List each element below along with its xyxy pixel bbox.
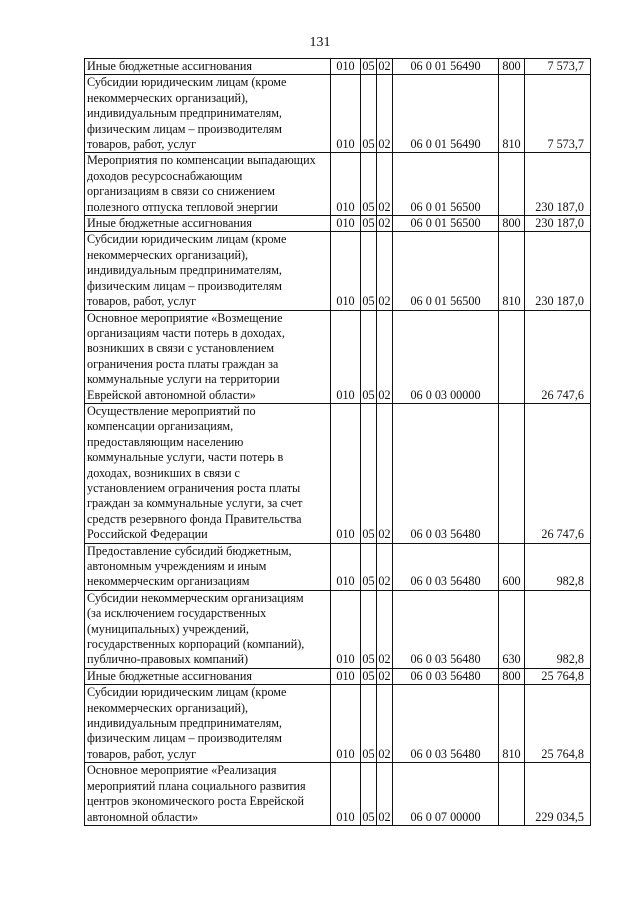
- target-article-code: 06 0 03 00000: [393, 310, 499, 403]
- row-name: Предоставление субсидий бюджетным, автономным учреждениям и иным некоммерческим организациям: [85, 543, 331, 590]
- row-name: Иные бюджетные ассигнования: [85, 59, 331, 75]
- ministry-code: 010: [331, 59, 361, 75]
- row-amount: 230 187,0: [525, 153, 591, 216]
- subsection-code: 02: [377, 685, 393, 763]
- section-code: 05: [362, 216, 375, 231]
- expense-type-code: [499, 403, 525, 543]
- target-article-code: 06 0 01 56500: [393, 153, 499, 216]
- ministry-code: 010: [331, 153, 361, 216]
- expense-type-code: 630: [499, 590, 525, 668]
- subsection-code: 02: [377, 763, 393, 826]
- row-name: Основное мероприятие «Реализация мероприятий плана социального развития центров экономического роста Еврейской автономной области»: [85, 763, 331, 826]
- target-article-code: 06 0 01 56490: [393, 75, 499, 153]
- ministry-code: 010: [331, 232, 361, 310]
- target-article-code: 06 0 01 56500: [393, 216, 499, 232]
- ministry-code: 010: [331, 590, 361, 668]
- subsection-code: 02: [377, 310, 393, 403]
- row-amount: 26 747,6: [525, 403, 591, 543]
- ministry-code: 010: [331, 216, 361, 232]
- row-amount: 7 573,7: [525, 59, 591, 75]
- target-article-code: 06 0 03 56480: [393, 543, 499, 590]
- ministry-code: 010: [331, 310, 361, 403]
- subsection-code: 02: [377, 590, 393, 668]
- section-code: 05: [361, 232, 377, 310]
- row-amount: 230 187,0: [525, 216, 591, 232]
- row-amount: 229 034,5: [525, 763, 591, 826]
- row-amount: 26 747,6: [525, 310, 591, 403]
- table-row: [85, 216, 591, 232]
- row-amount: 25 764,8: [525, 668, 591, 684]
- row-amount: 25 764,8: [525, 685, 591, 763]
- section-code: 05: [362, 668, 375, 683]
- subsection-code: 02: [378, 216, 391, 231]
- row-name: Осуществление мероприятий по компенсации организациям, предоставляющим населению коммунальные услуги, части потерь в доходах, возникших в связи с установлением ограничения роста платы граждан за коммунальные услуги, за счет средств резервного фонда Правительства Российской Федерации: [85, 403, 331, 543]
- ministry-code: 010: [331, 685, 361, 763]
- table-row: [85, 59, 591, 75]
- section-code: 05: [362, 59, 375, 73]
- budget-table: [84, 58, 591, 826]
- expense-type-code: 810: [499, 685, 525, 763]
- row-name: Иные бюджетные ассигнования: [85, 668, 331, 684]
- section-code: 05: [361, 543, 377, 590]
- target-article-code: 06 0 07 00000: [393, 763, 499, 826]
- expense-type-code: 810: [499, 75, 525, 153]
- target-article-code: 06 0 01 56500: [393, 232, 499, 310]
- row-name: Субсидии некоммерческим организациям (за исключением государственных (муниципальных) учреждений, государственных корпораций (компаний), публично-правовых компаний): [85, 590, 331, 668]
- expense-type-code: [499, 763, 525, 826]
- target-article-code: 06 0 03 56480: [393, 590, 499, 668]
- ministry-code: 010: [331, 668, 361, 684]
- row-amount: 982,8: [525, 543, 591, 590]
- section-code: 05: [361, 310, 377, 403]
- row-amount: 230 187,0: [525, 232, 591, 310]
- subsection-code: 02: [378, 668, 391, 683]
- expense-type-code: 800: [499, 216, 525, 232]
- table-row: [85, 75, 591, 153]
- section-code: 05: [361, 403, 377, 543]
- subsection-code: 02: [378, 59, 391, 73]
- ministry-code: 010: [331, 75, 361, 153]
- row-name: Субсидии юридическим лицам (кроме некоммерческих организаций), индивидуальным предпринимателям, физическим лицам – производителям товаров, работ, услуг: [85, 75, 331, 153]
- subsection-code: 02: [377, 153, 393, 216]
- target-article-code: 06 0 03 56480: [393, 403, 499, 543]
- ministry-code: 010: [331, 543, 361, 590]
- budget-table-body: [85, 59, 591, 826]
- expense-type-code: 800: [499, 59, 525, 75]
- table-row: [85, 403, 591, 543]
- ministry-code: 010: [331, 763, 361, 826]
- subsection-code: 02: [377, 232, 393, 310]
- table-row: [85, 668, 591, 684]
- table-row: [85, 232, 591, 310]
- table-row: [85, 590, 591, 668]
- row-name: Субсидии юридическим лицам (кроме некоммерческих организаций), индивидуальным предпринимателям, физическим лицам – производителям товаров, работ, услуг: [85, 232, 331, 310]
- expense-type-code: 600: [499, 543, 525, 590]
- row-name: Иные бюджетные ассигнования: [85, 216, 331, 232]
- subsection-code: 02: [377, 75, 393, 153]
- target-article-code: 06 0 03 56480: [393, 685, 499, 763]
- table-row: [85, 685, 591, 763]
- page-number: 131: [309, 35, 331, 50]
- section-code: 05: [361, 685, 377, 763]
- expense-type-code: [499, 310, 525, 403]
- table-row: [85, 153, 591, 216]
- row-name: Основное мероприятие «Возмещение организациям части потерь в доходах, возникших в связи с установлением ограничения роста платы граждан за коммунальные услуги на территории Еврейской автономной области»: [85, 310, 331, 403]
- subsection-code: 02: [377, 543, 393, 590]
- table-row: [85, 543, 591, 590]
- table-row: [85, 310, 591, 403]
- row-amount: 982,8: [525, 590, 591, 668]
- row-name: Мероприятия по компенсации выпадающих доходов ресурсоснабжающим организациям в связи со снижением полезного отпуска тепловой энергии: [85, 153, 331, 216]
- section-code: 05: [361, 763, 377, 826]
- row-amount: 7 573,7: [525, 75, 591, 153]
- target-article-code: 06 0 03 56480: [393, 668, 499, 684]
- row-name: Субсидии юридическим лицам (кроме некоммерческих организаций), индивидуальным предпринимателям, физическим лицам – производителям товаров, работ, услуг: [85, 685, 331, 763]
- table-row: [85, 763, 591, 826]
- subsection-code: 02: [377, 403, 393, 543]
- expense-type-code: 800: [499, 668, 525, 684]
- section-code: 05: [361, 590, 377, 668]
- section-code: 05: [361, 75, 377, 153]
- section-code: 05: [361, 153, 377, 216]
- target-article-code: 06 0 01 56490: [393, 59, 499, 75]
- expense-type-code: [499, 153, 525, 216]
- ministry-code: 010: [331, 403, 361, 543]
- expense-type-code: 810: [499, 232, 525, 310]
